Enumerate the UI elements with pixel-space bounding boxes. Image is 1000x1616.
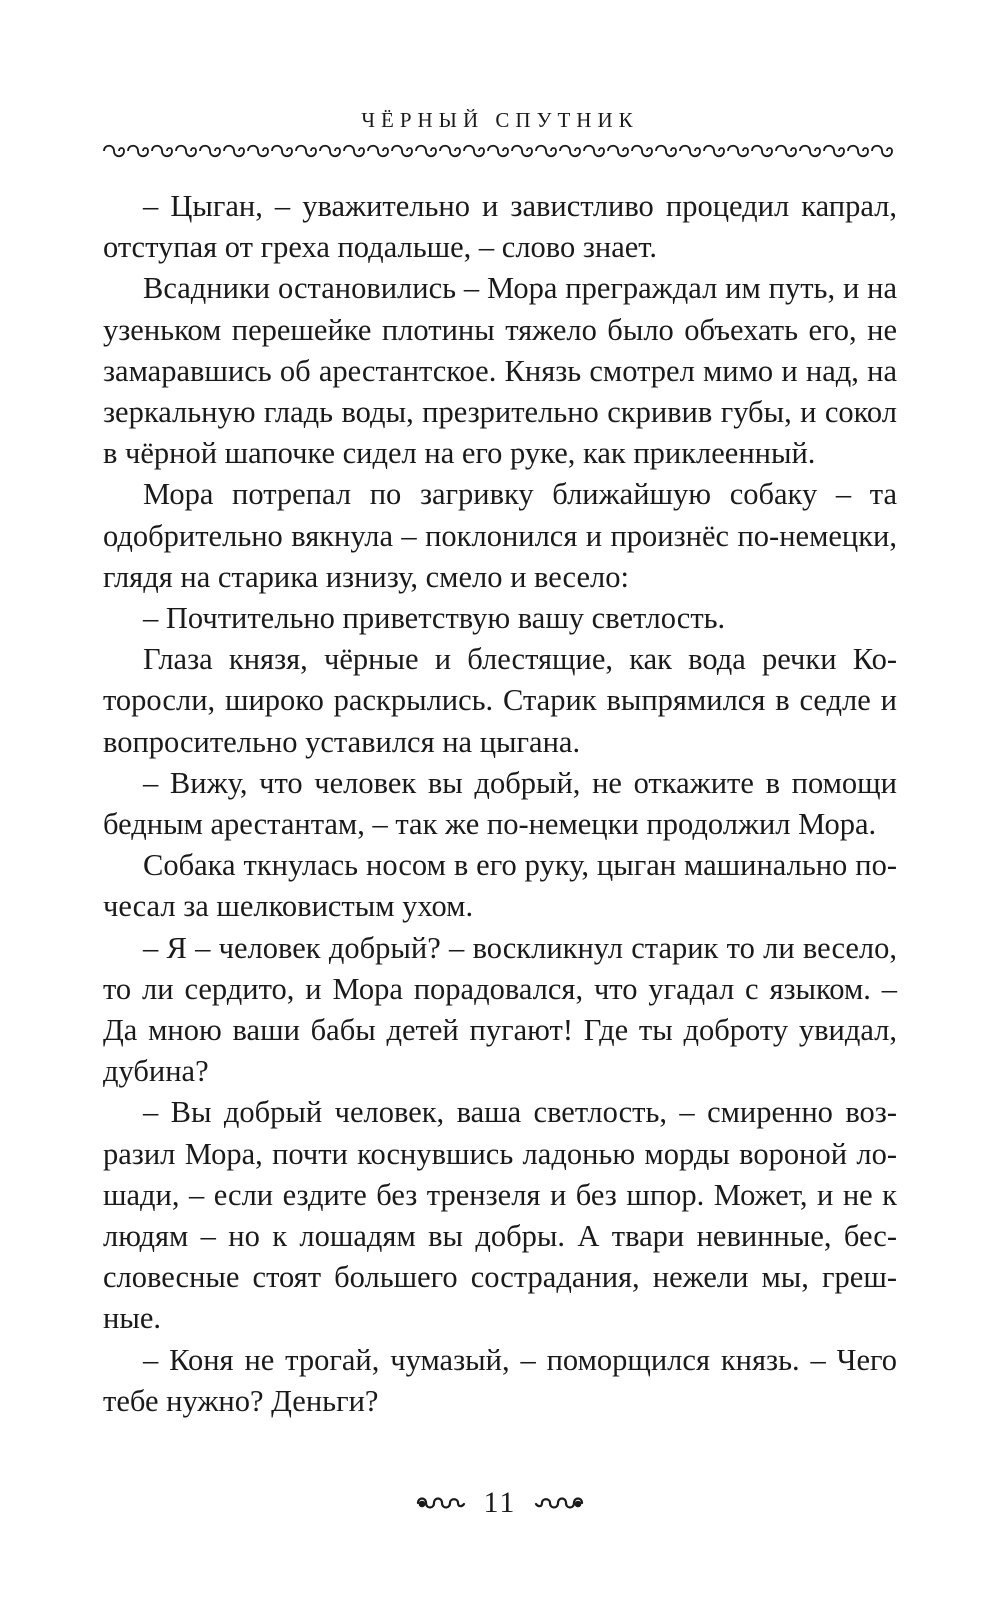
folio — [0, 1485, 1000, 1521]
scroll-curl-left-icon — [414, 1495, 466, 1511]
paragraph: Всадники остановились – Мора преграждал им путь, и на узеньком перешейке плотины тяжело было объехать его, не замаравшись об арестантское. Князь смотрел мимо и над, на зеркальную гладь воды, презрительно скривив губы, и сокол в чёрной шапочке сидел на его руке, как приклеенный. — [103, 271, 897, 471]
body-text — [103, 186, 897, 1422]
paragraph: – Коня не трогай, чумазый, – поморщился князь. – Чего тебе нужно? Деньги? — [103, 1342, 897, 1418]
paragraph: – Вижу, что человек вы добрый, не откажите в помощи бедным арестантам, – так же по-немецки продолжил Мора. — [103, 765, 897, 842]
paragraph: Глаза князя, чёрные и блестящие, как вода речки Которосли, широко раскрылись. Старик выпрямился в седле и вопросительно уставился на цыгана. — [103, 642, 897, 759]
running-head: ЧЁРНЫЙ СПУТНИК — [361, 108, 639, 132]
paragraph: – Я – человек добрый? – воскликнул старик то ли весело, то ли сердито, и Мора порадовался, что угадал с языком. – Да мною ваши бабы детей пугают! Где ты доброту увидал, дубина? — [103, 930, 897, 1089]
paragraph: – Вы добрый человек, ваша светлость, – смиренно возразил Мора, почти коснувшись ладонью морды вороной лошади, – если ездите без трензеля и без шпор. Может, и не к людям – но к лошадям вы добры. А твари невинные, бессловесные стоят большего сострадания, нежели мы, грешные. — [103, 1095, 897, 1336]
paragraph: – Почтительно приветствую вашу светлость. — [143, 601, 726, 636]
scroll-rule-icon — [102, 140, 898, 162]
scroll-curl-right-icon — [534, 1495, 586, 1511]
paragraph: Собака ткнулась носом в его руку, цыган машинально почесал за шелковистым ухом. — [103, 848, 897, 924]
paragraph: – Цыган, – уважительно и завистливо процедил капрал, отступая от греха подальше, – слово знает. — [103, 189, 897, 265]
scroll-rule-segment — [104, 146, 892, 157]
page-number: 11 — [483, 1486, 517, 1519]
paragraph: Мора потрепал по загривку ближайшую собаку – та одобрительно вякнула – поклонился и произнёс по-немецки, глядя на старика изнизу, смело и весело: — [103, 477, 897, 594]
